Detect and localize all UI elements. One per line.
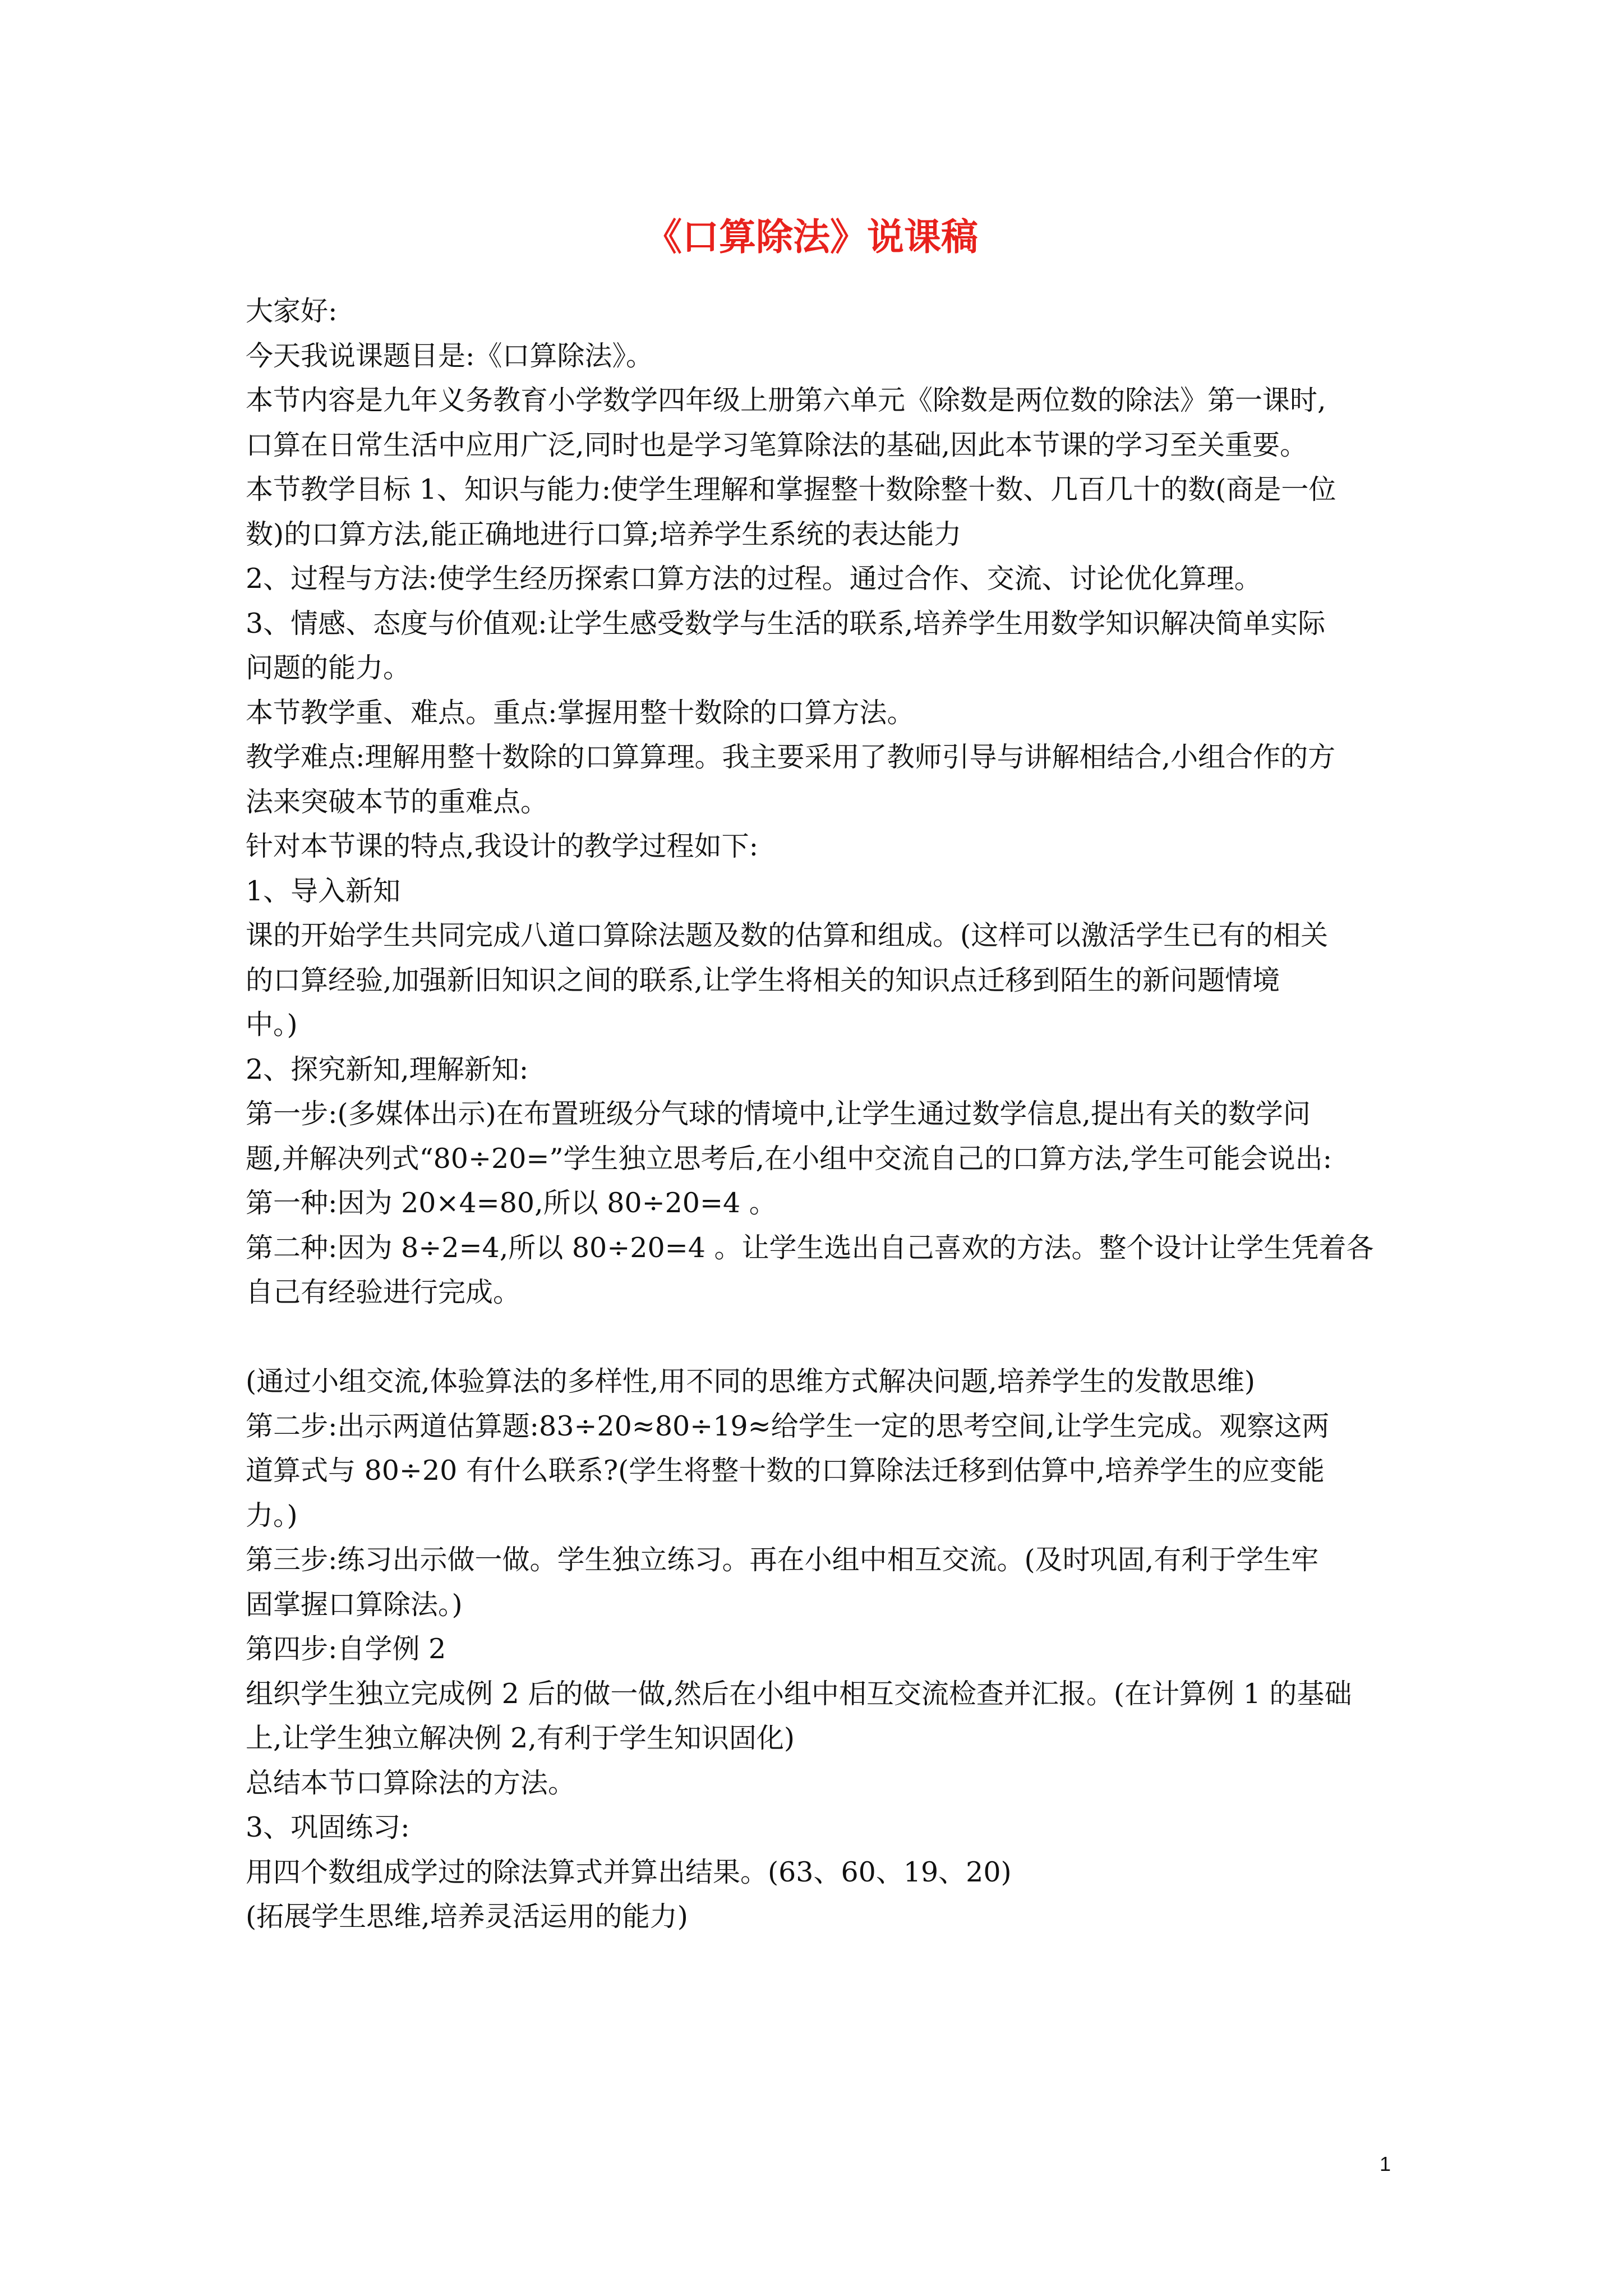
text-line: 本节教学目标 1、知识与能力:使学生理解和掌握整十数除整十数、几百几十的数(商是一位 <box>246 473 1336 505</box>
text-line: 道算式与 80÷20 有什么联系?(学生将整十数的口算除法迁移到估算中,培养学生的应变能 <box>246 1455 1325 1487</box>
text-line: 数)的口算方法,能正确地进行口算;培养学生系统的表达能力 <box>246 518 962 550</box>
text-line: 第二种:因为 8÷2=4,所以 80÷20=4 。让学生选出自己喜欢的方法。整个设计让学生凭着各 <box>246 1231 1374 1264</box>
text-line: 1、导入新知 <box>246 875 401 907</box>
text-line: 力。) <box>246 1499 298 1531</box>
text-line: 的口算经验,加强新旧知识之间的联系,让学生将相关的知识点迁移到陌生的新问题情境 <box>246 964 1280 996</box>
document-title: 《口算除法》说课稿 <box>645 215 978 259</box>
text-line: 第四步:自学例 2 <box>246 1633 446 1665</box>
text-line: 法来突破本节的重难点。 <box>246 785 548 818</box>
text-line: 2、探究新知,理解新知: <box>246 1053 529 1085</box>
text-line: 组织学生独立完成例 2 后的做一做,然后在小组中相互交流检查并汇报。(在计算例 1 的基础 <box>246 1677 1352 1710</box>
text-line: 中。) <box>246 1009 298 1041</box>
text-line: 用四个数组成学过的除法算式并算出结果。(63、60、19、20) <box>246 1856 1012 1888</box>
text-line: 第一种:因为 20×4=80,所以 80÷20=4 。 <box>246 1187 777 1219</box>
blank-line <box>246 1315 1390 1360</box>
text-line: 3、巩固练习: <box>246 1811 410 1843</box>
text-line: 第二步:出示两道估算题:83÷20≈80÷19≈给学生一定的思考空间,让学生完成。观察这两 <box>246 1410 1330 1442</box>
text-line: 3、情感、态度与价值观:让学生感受数学与生活的联系,培养学生用数学知识解决简单实际 <box>246 607 1326 639</box>
text-line: 题,并解决列式“80÷20=”学生独立思考后,在小组中交流自己的口算方法,学生可能会说出: <box>246 1142 1332 1175</box>
text-line: 第三步:练习出示做一做。学生独立练习。再在小组中相互交流。(及时巩固,有利于学生牢 <box>246 1544 1319 1576</box>
text-line: 上,让学生独立解决例 2,有利于学生知识固化) <box>246 1722 795 1754</box>
text-line: 大家好: <box>246 295 338 327</box>
text-line: 第一步:(多媒体出示)在布置班级分气球的情境中,让学生通过数学信息,提出有关的数学问 <box>246 1098 1311 1130</box>
text-line: 自己有经验进行完成。 <box>246 1276 521 1308</box>
text-line: 今天我说课题目是:《口算除法》。 <box>246 339 654 372</box>
text-line: 2、过程与方法:使学生经历探索口算方法的过程。通过合作、交流、讨论优化算理。 <box>246 563 1262 595</box>
text-line: 本节内容是九年义务教育小学数学四年级上册第六单元《除数是两位数的除法》第一课时, <box>246 384 1326 416</box>
text-line: (通过小组交流,体验算法的多样性,用不同的思维方式解决问题,培养学生的发散思维) <box>246 1365 1255 1397</box>
text-line: 总结本节口算除法的方法。 <box>246 1766 576 1799</box>
text-line: 课的开始学生共同完成八道口算除法题及数的估算和组成。(这样可以激活学生已有的相关 <box>246 919 1329 951</box>
document-body <box>246 289 1390 1939</box>
text-line: (拓展学生思维,培养灵活运用的能力) <box>246 1901 688 1932</box>
text-line: 问题的能力。 <box>246 652 411 684</box>
text-line: 口算在日常生活中应用广泛,同时也是学习笔算除法的基础,因此本节课的学习至关重要。 <box>246 429 1308 461</box>
page-number: 1 <box>1379 2152 1391 2175</box>
text-line: 教学难点:理解用整十数除的口算算理。我主要采用了教师引导与讲解相结合,小组合作的方 <box>246 741 1336 773</box>
text-line: 固掌握口算除法。) <box>246 1588 463 1621</box>
text-line: 针对本节课的特点,我设计的教学过程如下: <box>246 830 759 862</box>
text-line: 本节教学重、难点。重点:掌握用整十数除的口算方法。 <box>246 696 915 729</box>
